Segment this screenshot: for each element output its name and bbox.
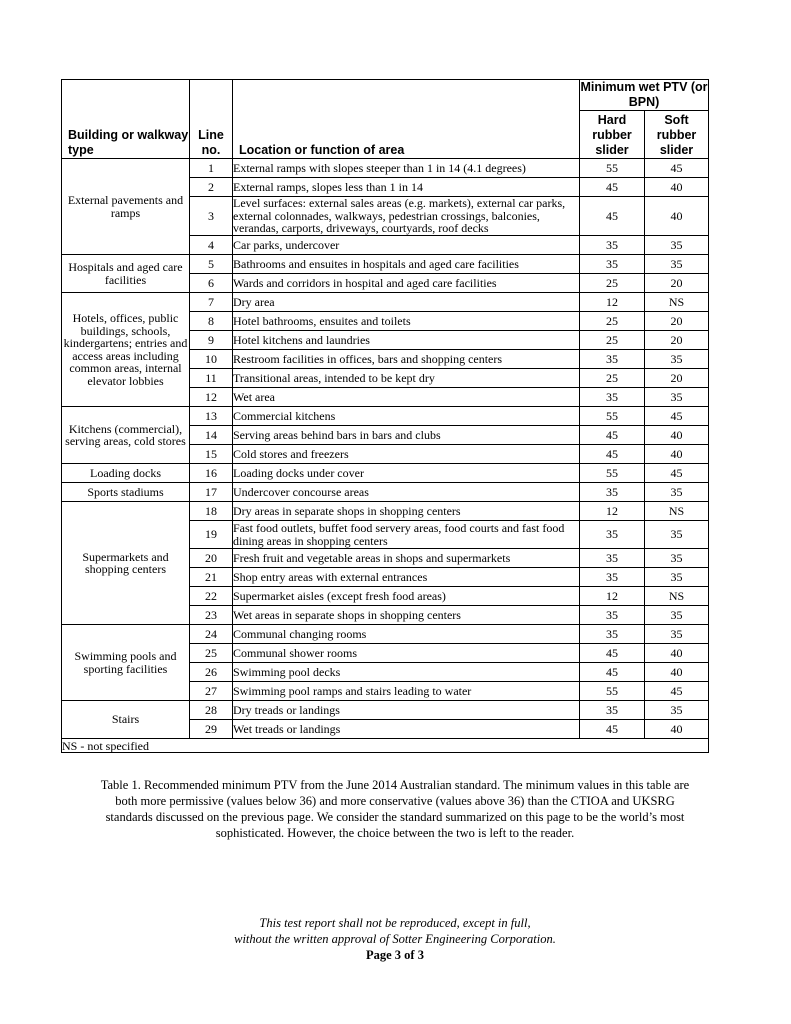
soft-slider-value: 35: [645, 521, 709, 549]
hard-slider-value: 45: [580, 663, 645, 682]
line-number-cell: 8: [190, 312, 233, 331]
table-row: [62, 502, 709, 521]
hard-slider-value: 45: [580, 644, 645, 663]
hard-slider-value: 45: [580, 197, 645, 236]
line-number-cell: 3: [190, 197, 233, 236]
location-cell: Communal shower rooms: [233, 644, 580, 663]
location-cell: Level surfaces: external sales areas (e.g. markets), external car parks, external colonnades, walkways, pedestrian crossings, balconies, verandas, carports, driveways, courtyards, roof decks: [233, 197, 580, 236]
hard-slider-value: 35: [580, 568, 645, 587]
soft-slider-value: 35: [645, 236, 709, 255]
hard-slider-value: 35: [580, 350, 645, 369]
footer-notice-line1: This test report shall not be reproduced, except in full,: [259, 916, 531, 930]
location-cell: Car parks, undercover: [233, 236, 580, 255]
soft-slider-value: 35: [645, 388, 709, 407]
hard-slider-value: 35: [580, 701, 645, 720]
line-number-cell: 5: [190, 255, 233, 274]
soft-slider-value: 35: [645, 255, 709, 274]
hard-slider-value: 35: [580, 625, 645, 644]
line-header: Line no.: [190, 80, 233, 159]
hard-slider-value: 45: [580, 426, 645, 445]
page-footer: [150, 915, 640, 963]
location-cell: Swimming pool decks: [233, 663, 580, 682]
soft-slider-value: NS: [645, 293, 709, 312]
soft-slider-value: 20: [645, 274, 709, 293]
line-number-cell: 18: [190, 502, 233, 521]
line-number-cell: 12: [190, 388, 233, 407]
line-number-cell: 2: [190, 178, 233, 197]
location-cell: Swimming pool ramps and stairs leading to water: [233, 682, 580, 701]
hard-slider-value: 35: [580, 483, 645, 502]
location-cell: Restroom facilities in offices, bars and shopping centers: [233, 350, 580, 369]
line-number-cell: 20: [190, 549, 233, 568]
location-cell: Undercover concourse areas: [233, 483, 580, 502]
location-cell: Wet treads or landings: [233, 720, 580, 739]
line-number-cell: 13: [190, 407, 233, 426]
line-number-cell: 21: [190, 568, 233, 587]
soft-slider-value: 35: [645, 568, 709, 587]
line-number-cell: 4: [190, 236, 233, 255]
location-cell: Bathrooms and ensuites in hospitals and aged care facilities: [233, 255, 580, 274]
ns-note: NS - not specified: [62, 739, 709, 753]
soft-slider-value: 35: [645, 625, 709, 644]
location-cell: Wet areas in separate shops in shopping centers: [233, 606, 580, 625]
hard-slider-value: 35: [580, 255, 645, 274]
line-number-cell: 11: [190, 369, 233, 388]
line-number-cell: 17: [190, 483, 233, 502]
soft-slider-value: 20: [645, 312, 709, 331]
line-number-cell: 23: [190, 606, 233, 625]
table-row: [62, 625, 709, 644]
soft-slider-value: 40: [645, 644, 709, 663]
line-number-cell: 22: [190, 587, 233, 606]
hard-slider-value: 25: [580, 312, 645, 331]
hard-slider-value: 45: [580, 178, 645, 197]
min-wet-ptv-header: Minimum wet PTV (or BPN): [580, 80, 708, 109]
footer-notice-line2: without the written approval of Sotter Engineering Corporation.: [234, 932, 556, 946]
soft-slider-value: 35: [645, 549, 709, 568]
line-number-cell: 25: [190, 644, 233, 663]
line-number-cell: 6: [190, 274, 233, 293]
line-number-cell: 27: [190, 682, 233, 701]
location-cell: External ramps with slopes steeper than 1 in 14 (4.1 degrees): [233, 159, 580, 178]
line-number-cell: 1: [190, 159, 233, 178]
soft-slider-header: Soft rubber slider: [645, 111, 709, 159]
hard-slider-value: 35: [580, 549, 645, 568]
soft-slider-value: 45: [645, 407, 709, 426]
hard-slider-value: 55: [580, 159, 645, 178]
line-number-cell: 15: [190, 445, 233, 464]
table-row: [62, 159, 709, 178]
location-cell: Cold stores and freezers: [233, 445, 580, 464]
location-cell: Fresh fruit and vegetable areas in shops and supermarkets: [233, 549, 580, 568]
hard-slider-value: 35: [580, 606, 645, 625]
line-number-cell: 29: [190, 720, 233, 739]
building-type-cell: Loading docks: [62, 464, 190, 483]
soft-slider-value: NS: [645, 502, 709, 521]
table-row: [62, 483, 709, 502]
soft-slider-value: 20: [645, 331, 709, 350]
soft-slider-value: 35: [645, 350, 709, 369]
building-type-cell: Supermarkets and shopping centers: [62, 502, 190, 625]
line-number-cell: 28: [190, 701, 233, 720]
location-cell: Hotel kitchens and laundries: [233, 331, 580, 350]
location-cell: Shop entry areas with external entrances: [233, 568, 580, 587]
hard-slider-value: 12: [580, 587, 645, 606]
line-number-cell: 7: [190, 293, 233, 312]
soft-slider-value: 45: [645, 159, 709, 178]
soft-slider-value: 40: [645, 663, 709, 682]
soft-slider-value: 20: [645, 369, 709, 388]
building-header: Building or walkway type: [62, 80, 190, 159]
soft-slider-value: 40: [645, 426, 709, 445]
hard-slider-value: 55: [580, 682, 645, 701]
hard-slider-value: 35: [580, 236, 645, 255]
location-cell: Serving areas behind bars in bars and clubs: [233, 426, 580, 445]
page-number: Page 3 of 3: [366, 948, 424, 962]
location-cell: Communal changing rooms: [233, 625, 580, 644]
line-number-cell: 26: [190, 663, 233, 682]
table-row: [62, 255, 709, 274]
hard-slider-value: 45: [580, 720, 645, 739]
soft-slider-value: 35: [645, 701, 709, 720]
line-number-cell: 14: [190, 426, 233, 445]
table-row: [62, 464, 709, 483]
hard-slider-header: Hard rubber slider: [580, 111, 645, 159]
table-body: [62, 159, 709, 753]
line-number-cell: 24: [190, 625, 233, 644]
location-cell: Commercial kitchens: [233, 407, 580, 426]
building-type-cell: Stairs: [62, 701, 190, 739]
location-cell: Wards and corridors in hospital and aged care facilities: [233, 274, 580, 293]
table-row: [62, 407, 709, 426]
location-cell: Transitional areas, intended to be kept dry: [233, 369, 580, 388]
location-cell: Dry treads or landings: [233, 701, 580, 720]
hard-slider-value: 12: [580, 502, 645, 521]
building-type-cell: Hospitals and aged care facilities: [62, 255, 190, 293]
hard-slider-value: 55: [580, 464, 645, 483]
line-number-cell: 9: [190, 331, 233, 350]
soft-slider-value: 40: [645, 178, 709, 197]
location-cell: Dry area: [233, 293, 580, 312]
hard-slider-value: 25: [580, 369, 645, 388]
hard-slider-value: 12: [580, 293, 645, 312]
hard-slider-value: 55: [580, 407, 645, 426]
building-type-cell: Kitchens (commercial), serving areas, cold stores: [62, 407, 190, 464]
ptv-table: [61, 79, 709, 753]
soft-slider-value: 45: [645, 464, 709, 483]
location-cell: Hotel bathrooms, ensuites and toilets: [233, 312, 580, 331]
building-type-cell: Sports stadiums: [62, 483, 190, 502]
building-type-cell: Swimming pools and sporting facilities: [62, 625, 190, 701]
soft-slider-value: 45: [645, 682, 709, 701]
building-type-cell: Hotels, offices, public buildings, schools, kindergartens; entries and access areas including common areas, internal elevator lobbies: [62, 293, 190, 407]
soft-slider-value: 35: [645, 606, 709, 625]
hard-slider-value: 35: [580, 521, 645, 549]
hard-slider-value: 45: [580, 445, 645, 464]
location-cell: Loading docks under cover: [233, 464, 580, 483]
location-cell: External ramps, slopes less than 1 in 14: [233, 178, 580, 197]
location-cell: Dry areas in separate shops in shopping centers: [233, 502, 580, 521]
soft-slider-value: NS: [645, 587, 709, 606]
location-header: Location or function of area: [233, 80, 580, 159]
hard-slider-value: 25: [580, 274, 645, 293]
line-number-cell: 16: [190, 464, 233, 483]
soft-slider-value: 40: [645, 720, 709, 739]
soft-slider-value: 40: [645, 445, 709, 464]
location-cell: Supermarket aisles (except fresh food areas): [233, 587, 580, 606]
soft-slider-value: 40: [645, 197, 709, 236]
line-number-cell: 10: [190, 350, 233, 369]
location-cell: Fast food outlets, buffet food servery areas, food courts and fast food dining areas in shopping centers: [233, 521, 580, 549]
table-caption: Table 1. Recommended minimum PTV from the June 2014 Australian standard. The minimum values in this table are both more permissive (values below 36) and more conservative (values above 36) than the CTIOA and UKSRG standards discussed on the previous page. We consider the standard summarized on this page to be the world’s most sophisticated. However, the choice between the two is left to the reader.: [100, 778, 690, 840]
hard-slider-value: 25: [580, 331, 645, 350]
line-number-cell: 19: [190, 521, 233, 549]
building-type-cell: External pavements and ramps: [62, 159, 190, 255]
soft-slider-value: 35: [645, 483, 709, 502]
location-cell: Wet area: [233, 388, 580, 407]
table-row: [62, 701, 709, 720]
hard-slider-value: 35: [580, 388, 645, 407]
table-note-row: [62, 739, 709, 753]
table-row: [62, 293, 709, 312]
